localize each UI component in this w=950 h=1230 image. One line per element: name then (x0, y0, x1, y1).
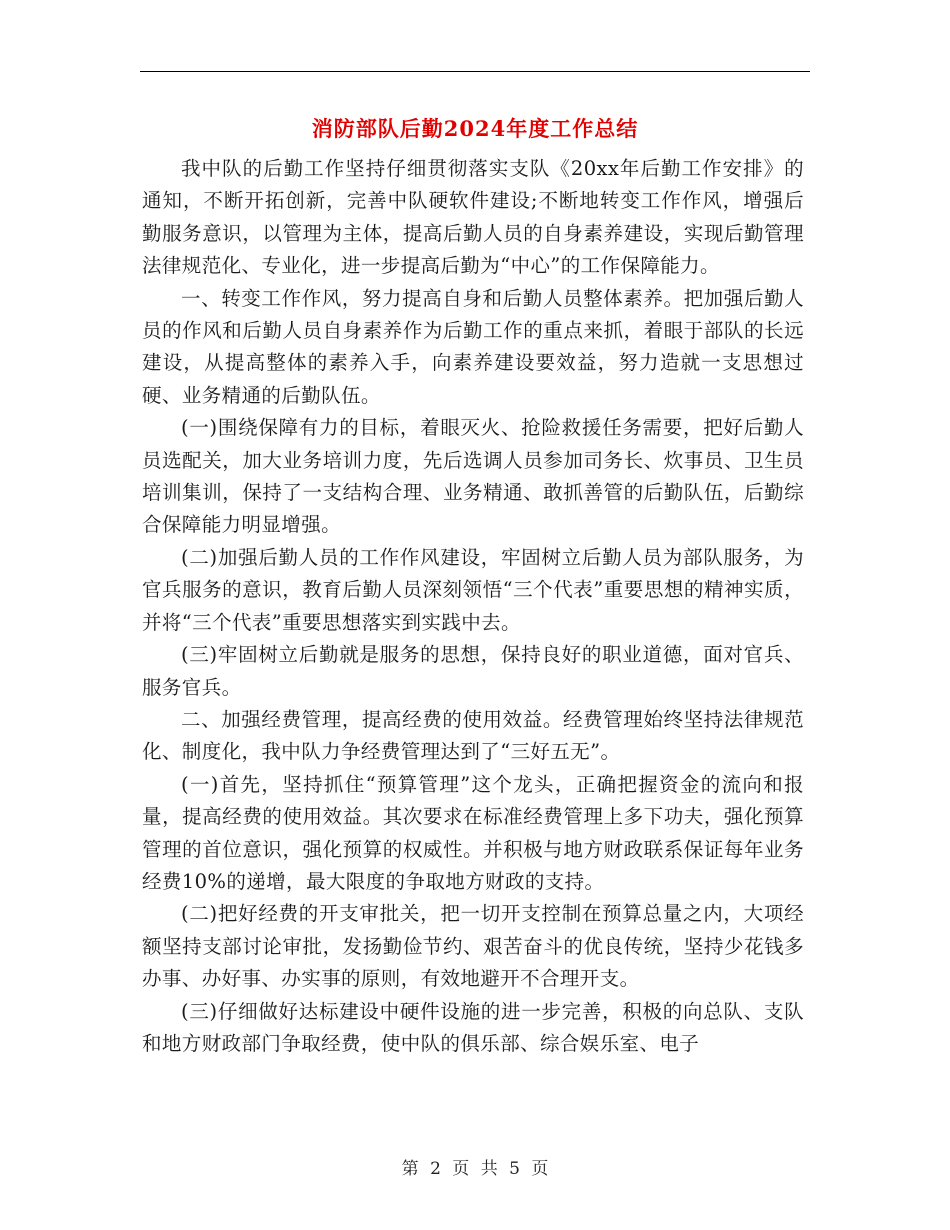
page-number-footer: 第 2 页 共 5 页 (401, 1159, 549, 1179)
paragraph-section-1: 一、转变工作作风，努力提高自身和后勤人员整体素养。把加强后勤人员的作风和后勤人员自身素养作为后勤工作的重点来抓，着眼于部队的长远建设，从提高整体的素养入手，向素养建设要效益，努力造就一支思想过硬、业务精通的后勤队伍。 (142, 286, 804, 407)
paragraph-2-3: (三)仔细做好达标建设中硬件设施的进一步完善，积极的向总队、支队和地方财政部门争取经费，使中队的俱乐部、综合娱乐室、电子 (142, 999, 804, 1055)
document-body (142, 153, 804, 1060)
paragraph-1-1: (一)围绕保障有力的目标，着眼灭火、抢险救援任务需要，把好后勤人员选配关，加大业务培训力度，先后选调人员参加司务长、炊事员、卫生员培训集训，保持了一支结构合理、业务精通、敢抓善管的后勤队伍，后勤综合保障能力明显增强。 (142, 416, 804, 537)
header-rule (140, 71, 810, 72)
paragraph-2-2: (二)把好经费的开支审批关，把一切开支控制在预算总量之内，大项经额坚持支部讨论审批，发扬勤俭节约、艰苦奋斗的优良传统，坚持少花钱多办事、办好事、办实事的原则，有效地避开不合理开支。 (142, 902, 804, 991)
paragraph-1-3: (三)牢固树立后勤就是服务的思想，保持良好的职业道德，面对官兵、服务官兵。 (142, 643, 804, 699)
paragraph-1-2: (二)加强后勤人员的工作作风建设，牢固树立后勤人员为部队服务，为官兵服务的意识，教育后勤人员深刻领悟“三个代表”重要思想的精神实质，并将“三个代表”重要思想落实到实践中去。 (142, 545, 804, 634)
document-title: 消防部队后勤2024年度工作总结 (311, 116, 639, 141)
paragraph-intro: 我中队的后勤工作坚持仔细贯彻落实支队《20xx年后勤工作安排》的通知，不断开拓创新，完善中队硬软件建设;不断地转变工作作风，增强后勤服务意识，以管理为主体，提高后勤人员的自身素养建设，实现后勤管理法律规范化、专业化，进一步提高后勤为“中心”的工作保障能力。 (142, 157, 804, 278)
paragraph-section-2: 二、加强经费管理，提高经费的使用效益。经费管理始终坚持法律规范化、制度化，我中队力争经费管理达到了“三好五无”。 (142, 707, 804, 764)
paragraph-2-1: (一)首先，坚持抓住“预算管理”这个龙头，正确把握资金的流向和报量，提高经费的使用效益。其次要求在标准经费管理上多下功夫，强化预算管理的首位意识，强化预算的权威性。并积极与地方财政联系保证每年业务经费10%的递增，最大限度的争取地方财政的支持。 (142, 772, 804, 893)
